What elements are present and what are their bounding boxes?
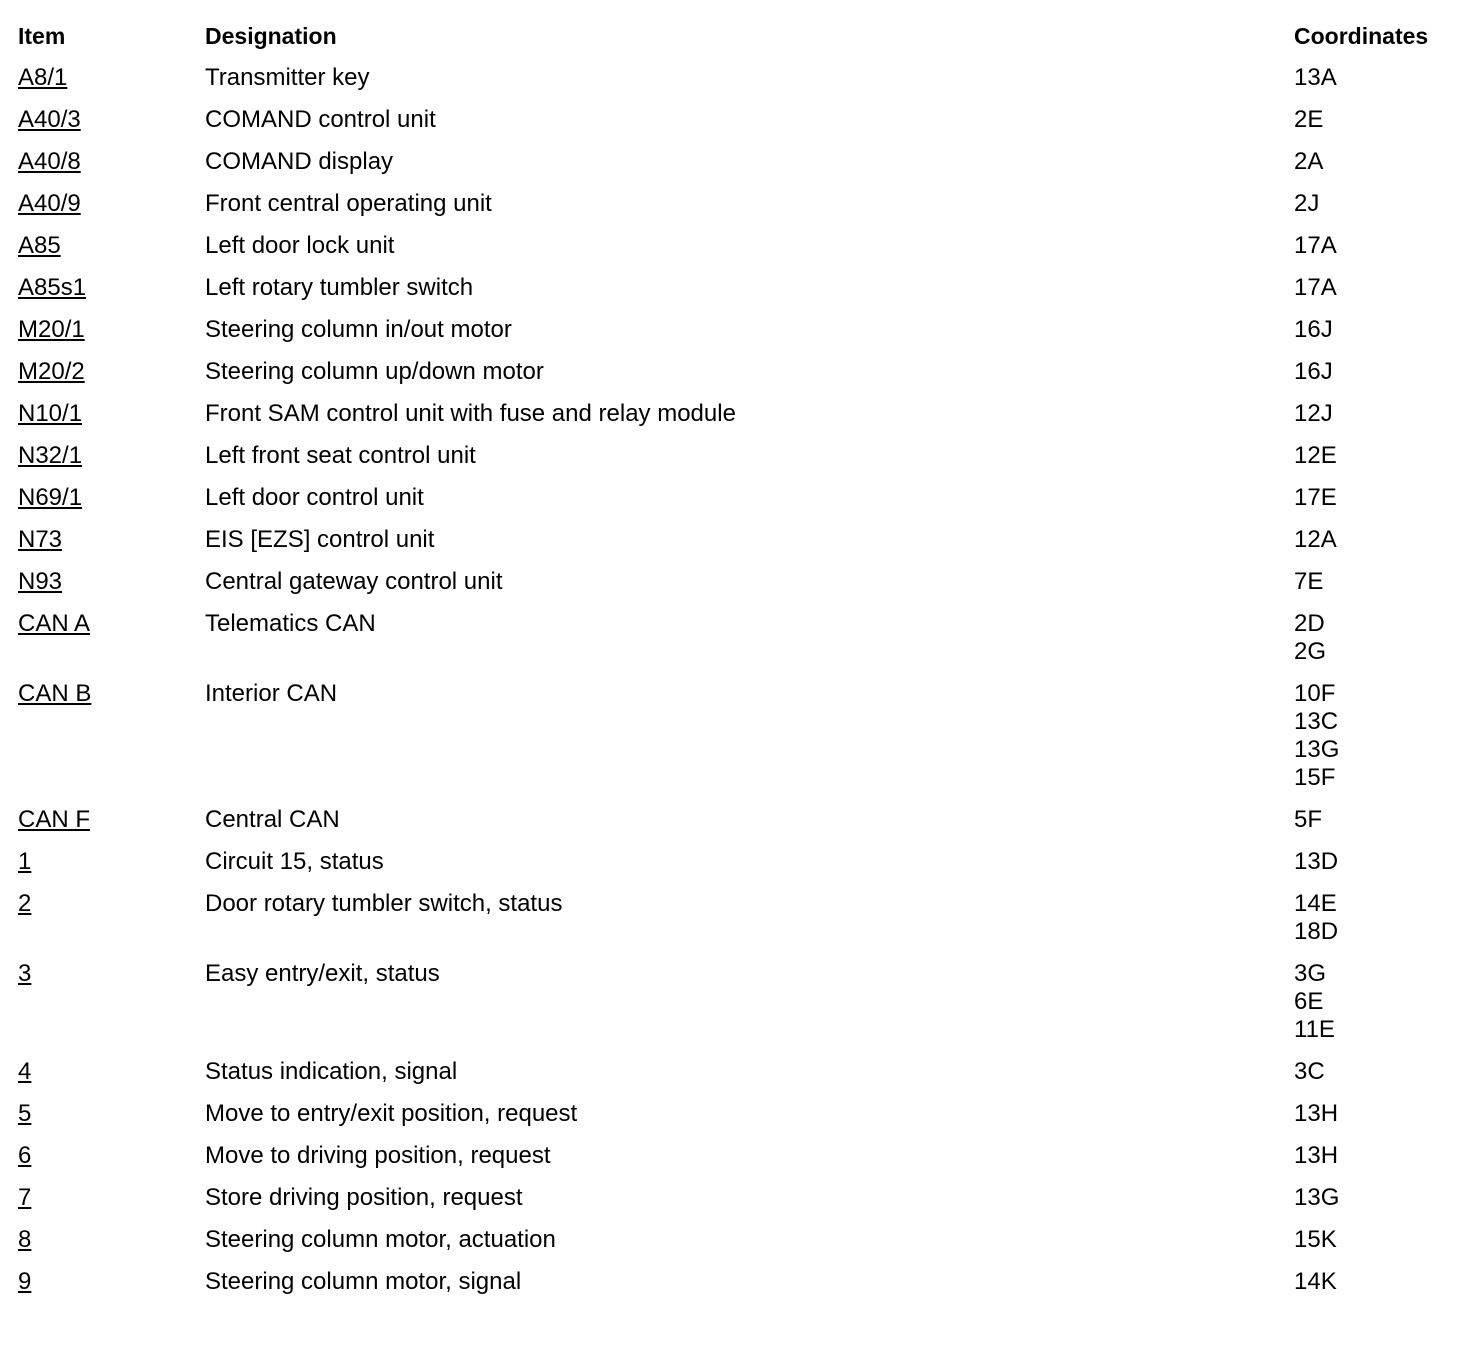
coordinate-value: 13G	[1294, 736, 1340, 763]
coordinates-cell	[1294, 1058, 1325, 1086]
coordinate-value: 5F	[1294, 806, 1323, 833]
coordinate-value: 15F	[1294, 764, 1336, 791]
table-row	[18, 400, 1458, 442]
table-row	[18, 890, 1458, 960]
coordinate-value: 2E	[1294, 106, 1324, 133]
coordinates-cell	[1294, 484, 1337, 512]
designation-cell: Store driving position, request	[205, 1184, 523, 1211]
designation-cell: Left door lock unit	[205, 232, 395, 259]
item-link[interactable]: A85s1	[18, 274, 87, 301]
item-link[interactable]: 3	[18, 960, 32, 987]
designation-cell: Move to entry/exit position, request	[205, 1100, 578, 1127]
item-link[interactable]: N10/1	[18, 400, 83, 427]
coordinates-cell	[1294, 400, 1333, 428]
designation-cell: EIS [EZS] control unit	[205, 526, 435, 553]
designation-cell: COMAND control unit	[205, 106, 436, 133]
item-cell	[18, 1268, 205, 1296]
item-link[interactable]: 9	[18, 1268, 32, 1295]
table-row	[18, 442, 1458, 484]
item-link[interactable]: 5	[18, 1100, 32, 1127]
item-cell	[18, 232, 205, 260]
coordinate-value: 2D	[1294, 610, 1325, 637]
table-row	[18, 680, 1458, 806]
coordinates-cell	[1294, 526, 1337, 554]
item-link[interactable]: A40/9	[18, 190, 81, 217]
table-row	[18, 106, 1458, 148]
item-cell	[18, 1100, 205, 1128]
item-link[interactable]: A40/3	[18, 106, 81, 133]
item-link[interactable]: CAN A	[18, 610, 91, 637]
item-link[interactable]: A8/1	[18, 64, 68, 91]
designation-cell: Transmitter key	[205, 64, 370, 91]
coordinates-cell	[1294, 680, 1339, 792]
item-cell	[18, 190, 205, 218]
item-cell	[18, 890, 205, 918]
item-link[interactable]: 2	[18, 890, 32, 917]
item-cell	[18, 64, 205, 92]
coordinate-value: 2A	[1294, 148, 1324, 175]
coordinates-cell	[1294, 610, 1326, 666]
coordinate-value: 2J	[1294, 190, 1320, 217]
table-row	[18, 806, 1458, 848]
item-link[interactable]: M20/2	[18, 358, 85, 385]
coordinates-cell	[1294, 960, 1335, 1044]
table-row	[18, 1100, 1458, 1142]
designation-cell: Front SAM control unit with fuse and relay module	[205, 400, 736, 427]
table-row	[18, 484, 1458, 526]
designation-cell: Door rotary tumbler switch, status	[205, 890, 563, 917]
coordinate-value: 16J	[1294, 316, 1333, 343]
coordinate-value: 14K	[1294, 1268, 1337, 1295]
table-row	[18, 1226, 1458, 1268]
coordinates-cell	[1294, 806, 1322, 834]
designation-cell: Telematics CAN	[205, 610, 376, 637]
coordinates-cell	[1294, 232, 1337, 260]
item-link[interactable]: N69/1	[18, 484, 83, 511]
item-cell	[18, 1058, 205, 1086]
item-cell	[18, 1184, 205, 1212]
table-row	[18, 1184, 1458, 1226]
coordinate-value: 16J	[1294, 358, 1333, 385]
coordinates-cell	[1294, 190, 1319, 218]
coordinate-value: 12J	[1294, 400, 1333, 427]
coordinate-value: 13A	[1294, 64, 1337, 91]
coordinate-value: 12E	[1294, 442, 1337, 469]
item-cell	[18, 1226, 205, 1254]
item-cell	[18, 484, 205, 512]
coordinates-cell	[1294, 1268, 1337, 1296]
item-link[interactable]: N93	[18, 568, 63, 595]
coordinate-value: 3G	[1294, 960, 1327, 987]
coordinate-value: 17A	[1294, 232, 1337, 259]
coordinates-cell	[1294, 274, 1337, 302]
table-row	[18, 232, 1458, 274]
designation-cell: Left front seat control unit	[205, 442, 476, 469]
item-cell	[18, 106, 205, 134]
table-row	[18, 316, 1458, 358]
item-cell	[18, 442, 205, 470]
designation-cell: Steering column motor, actuation	[205, 1226, 556, 1253]
table-row	[18, 1142, 1458, 1184]
item-link[interactable]: N32/1	[18, 442, 83, 469]
designation-cell: Easy entry/exit, status	[205, 960, 440, 987]
header-coordinates: Coordinates	[1294, 23, 1429, 49]
coordinates-cell	[1294, 106, 1323, 134]
designation-cell: Central CAN	[205, 806, 340, 833]
table-row	[18, 526, 1458, 568]
designation-cell: Interior CAN	[205, 680, 338, 707]
coordinate-value: 18D	[1294, 918, 1339, 945]
item-link[interactable]: 8	[18, 1226, 32, 1253]
coordinate-value: 2G	[1294, 638, 1327, 665]
item-link[interactable]: 1	[18, 848, 32, 875]
table-row	[18, 64, 1458, 106]
item-cell	[18, 358, 205, 386]
item-link[interactable]: 7	[18, 1184, 32, 1211]
item-link[interactable]: CAN F	[18, 806, 90, 833]
item-cell	[18, 960, 205, 988]
item-link[interactable]: N73	[18, 526, 63, 553]
item-cell	[18, 806, 205, 834]
item-cell	[18, 610, 205, 638]
coordinate-value: 10F	[1294, 680, 1336, 707]
designation-cell: Front central operating unit	[205, 190, 492, 217]
coordinate-value: 11E	[1294, 1016, 1335, 1043]
header-designation: Designation	[205, 23, 337, 49]
coordinate-value: 3C	[1294, 1058, 1325, 1085]
coordinate-value: 15K	[1294, 1226, 1337, 1253]
item-cell	[18, 526, 205, 554]
coordinates-cell	[1294, 1100, 1338, 1128]
table-row	[18, 148, 1458, 190]
coordinates-cell	[1294, 358, 1333, 386]
designation-cell: Circuit 15, status	[205, 848, 384, 875]
item-cell	[18, 680, 205, 708]
designation-cell: Left rotary tumbler switch	[205, 274, 474, 301]
table-row	[18, 358, 1458, 400]
table-row	[18, 960, 1458, 1058]
item-link[interactable]: CAN B	[18, 680, 92, 707]
item-cell	[18, 1142, 205, 1170]
designation-cell: Left door control unit	[205, 484, 424, 511]
coordinate-value: 13H	[1294, 1142, 1339, 1169]
table-row	[18, 274, 1458, 316]
coordinates-cell	[1294, 1142, 1338, 1170]
coordinate-value: 12A	[1294, 526, 1337, 553]
designation-cell: Steering column up/down motor	[205, 358, 544, 385]
legend-rows	[18, 64, 1458, 1310]
table-row	[18, 848, 1458, 890]
designation-cell: Move to driving position, request	[205, 1142, 551, 1169]
coordinate-value: 14E	[1294, 890, 1337, 917]
item-cell	[18, 148, 205, 176]
coordinates-cell	[1294, 568, 1323, 596]
legend-table	[18, 22, 1458, 1310]
designation-cell: Steering column motor, signal	[205, 1268, 522, 1295]
coordinate-value: 13H	[1294, 1100, 1339, 1127]
item-cell	[18, 568, 205, 596]
table-row	[18, 610, 1458, 680]
item-link[interactable]: M20/1	[18, 316, 85, 343]
table-row	[18, 568, 1458, 610]
coordinate-value: 6E	[1294, 988, 1324, 1015]
table-row	[18, 1058, 1458, 1100]
item-link[interactable]: 6	[18, 1142, 32, 1169]
coordinates-cell	[1294, 64, 1337, 92]
header-item: Item	[18, 23, 66, 49]
coordinates-cell	[1294, 1184, 1339, 1212]
header-row	[18, 22, 1458, 64]
coordinate-value: 17E	[1294, 484, 1337, 511]
coordinates-cell	[1294, 148, 1323, 176]
coordinate-value: 13C	[1294, 708, 1339, 735]
designation-cell: Steering column in/out motor	[205, 316, 512, 343]
coordinate-value: 17A	[1294, 274, 1337, 301]
item-cell	[18, 848, 205, 876]
table-row	[18, 1268, 1458, 1310]
coordinates-cell	[1294, 890, 1338, 946]
designation-cell: Central gateway control unit	[205, 568, 503, 595]
coordinate-value: 7E	[1294, 568, 1324, 595]
item-cell	[18, 316, 205, 344]
coordinates-cell	[1294, 442, 1337, 470]
coordinate-value: 13G	[1294, 1184, 1340, 1211]
item-link[interactable]: 4	[18, 1058, 32, 1085]
item-cell	[18, 274, 205, 302]
table-row	[18, 190, 1458, 232]
coordinates-cell	[1294, 848, 1338, 876]
item-link[interactable]: A85	[18, 232, 61, 259]
coordinates-cell	[1294, 316, 1333, 344]
designation-cell: COMAND display	[205, 148, 394, 175]
coordinate-value: 13D	[1294, 848, 1339, 875]
item-link[interactable]: A40/8	[18, 148, 81, 175]
coordinates-cell	[1294, 1226, 1337, 1254]
designation-cell: Status indication, signal	[205, 1058, 458, 1085]
item-cell	[18, 400, 205, 428]
